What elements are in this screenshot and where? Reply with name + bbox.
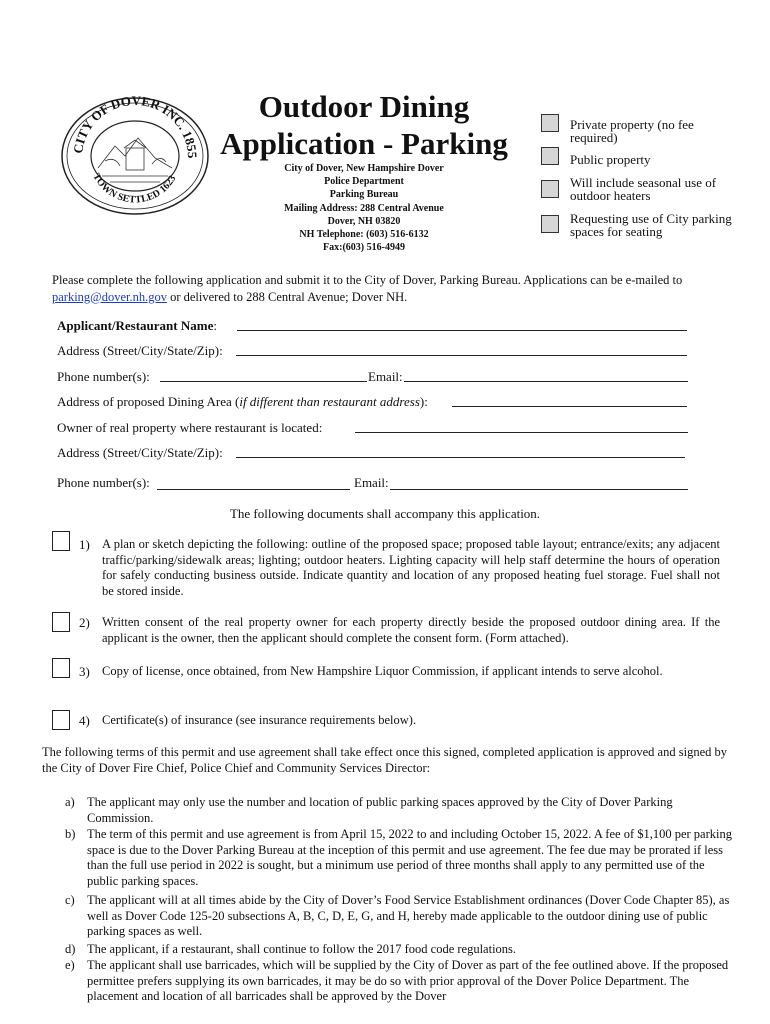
owner-phone-field[interactable] xyxy=(157,489,350,490)
document-2-text: Written consent of the real property owner for each property directly beside the proposed outdoor dining area. If the applicant is the owner, then the applicant should complete the consent form. (Form attached). xyxy=(102,615,720,645)
svg-text:CITY OF DOVER INC. 1855: CITY OF DOVER INC. 1855 xyxy=(70,96,201,159)
owner-label: Owner of real property where restaurant is located: xyxy=(57,420,323,435)
city-seal-graphic xyxy=(60,96,210,216)
private-property-checkbox[interactable] xyxy=(541,114,559,132)
dining-area-text: Address of proposed Dining Area ( xyxy=(57,394,240,409)
dining-area-note: if different than restaurant address xyxy=(239,394,420,409)
owner-address-label: Address (Street/City/State/Zip): xyxy=(57,445,223,460)
document-3-number: 3) xyxy=(79,664,90,679)
document-1-checkbox[interactable] xyxy=(52,531,70,551)
parking-spaces-checkbox[interactable] xyxy=(541,215,559,233)
applicant-name-field[interactable] xyxy=(237,330,687,331)
outdoor-heaters-checkbox[interactable] xyxy=(541,180,559,198)
term-a-text: The applicant may only use the number and location of public parking spaces approved by the City of Dover Parking Commission. xyxy=(87,795,673,825)
city-info-line: Fax:(603) 516-4949 xyxy=(323,242,405,254)
document-3-checkbox[interactable] xyxy=(52,658,70,678)
city-seal xyxy=(60,96,210,216)
document-2-number: 2) xyxy=(79,615,90,630)
term-b-letter: b) xyxy=(65,827,76,841)
terms-intro: The following terms of this permit and use agreement shall take effect once this signed, completed application is approved and signed by the City of Dover Fire Chief, Police Chief and Community Services Director: xyxy=(42,745,727,775)
outdoor-heaters-label: Will include seasonal use of outdoor heaters xyxy=(570,175,717,203)
term-d-text: The applicant, if a restaurant, shall continue to follow the 2017 food code regulations. xyxy=(87,942,517,956)
document-4-checkbox[interactable] xyxy=(52,710,70,730)
document-3-text: Copy of license, once obtained, from New Hampshire Liquor Commission, if applicant intends to serve alcohol. xyxy=(102,664,663,678)
document-4-number: 4) xyxy=(79,713,90,728)
phone-label: Phone number(s): xyxy=(57,369,150,384)
public-property-checkbox[interactable] xyxy=(541,147,559,165)
public-property-label: Public property xyxy=(570,152,651,167)
private-property-label: Private property (no fee required) xyxy=(570,117,694,145)
parking-spaces-label: Requesting use of City parking spaces for seating xyxy=(570,211,732,239)
dining-area-close: ): xyxy=(419,394,428,409)
term-e-letter: e) xyxy=(65,958,75,972)
page-title xyxy=(214,88,514,162)
owner-phone-label: Phone number(s): xyxy=(57,475,150,490)
owner-email-label: Email: xyxy=(354,475,389,490)
term-e-text: The applicant shall use barricades, which will be supplied by the City of Dover as part of the fee outlined above. If the proposed permittee prefers supplying its own barricades, it may be do so with prior approval of the Dover Police Department. The placement and location of all barricades shall be approved by the Dover xyxy=(87,958,729,1003)
city-info-line: NH Telephone: (603) 516-6132 xyxy=(299,229,429,241)
intro-paragraph xyxy=(52,272,732,305)
dining-area-field[interactable] xyxy=(452,406,687,407)
owner-field[interactable] xyxy=(355,432,688,433)
intro-text-end: or delivered to 288 Central Avenue; Dover NH. xyxy=(166,289,408,304)
documents-heading: The following documents shall accompany this application. xyxy=(229,506,541,521)
term-c-text: The applicant will at all times abide by the City of Dover’s Food Service Establishment ordinances (Dover Code Chapter 85), as well as Dover Code 125-20 subsections A, B, C, D, E, G, and H, hereby made applicable to the outdoor dining use of public parking spaces as well. xyxy=(87,893,730,938)
phone-field[interactable] xyxy=(160,381,367,382)
city-info-line: City of Dover, New Hampshire Dover xyxy=(284,163,444,174)
title-line-2: Application - Parking xyxy=(220,126,508,161)
applicant-name-label xyxy=(57,318,217,334)
applicant-name-label-text: Applicant/Restaurant Name xyxy=(57,318,214,333)
address-field[interactable] xyxy=(236,355,687,356)
svg-text:TOWN SETTLED 1623: TOWN SETTLED 1623 xyxy=(90,171,179,206)
city-info-line: Mailing Address: 288 Central Avenue xyxy=(284,202,444,214)
title-line-1: Outdoor Dining xyxy=(258,89,470,124)
applicant-colon: : xyxy=(213,318,217,333)
intro-text: Please complete the following application and submit it to the City of Dover, Parking Bureau. Applications can be e-mailed to xyxy=(52,273,683,287)
term-a-letter: a) xyxy=(65,795,75,809)
email-label: Email: xyxy=(368,369,403,384)
city-info-line: Parking Bureau xyxy=(329,189,399,201)
email-field[interactable] xyxy=(404,381,688,382)
document-4-text: Certificate(s) of insurance (see insurance requirements below). xyxy=(102,713,417,727)
document-1-text: A plan or sketch depicting the following: outline of the proposed space; proposed table layout; entrance/exits; any adjacent traffic/parking/sidewalk areas; lighting; outdoor heaters. Lighting capacity will help staff determine the hours of operation for safely conducting business outside. Indicate quantity and location of any proposed heating fuel storage. Fuel shall not be stored inside. xyxy=(102,537,720,598)
city-contact-info xyxy=(248,162,480,254)
document-1-number: 1) xyxy=(79,537,90,552)
term-c-letter: c) xyxy=(65,893,75,907)
city-info-line: Police Department xyxy=(324,176,404,188)
term-b-text: The term of this permit and use agreement is from April 15, 2022 to and including October 15, 2022. A fee of $1,100 per parking space is due to the Dover Parking Bureau at the inception of this permit and use agreement. The fee due may be prorated if less than the full use period in 2022 is sought, but a minimum use period of three months shall apply to any permitted use of the public parking spaces. xyxy=(87,827,732,888)
dining-area-label xyxy=(57,394,428,410)
owner-email-field[interactable] xyxy=(390,489,688,490)
email-link[interactable]: parking@dover.nh.gov xyxy=(52,289,167,304)
address-label: Address (Street/City/State/Zip): xyxy=(57,343,223,358)
city-info-line: Dover, NH 03820 xyxy=(327,215,401,227)
term-d-letter: d) xyxy=(65,942,76,956)
document-2-checkbox[interactable] xyxy=(52,612,70,632)
owner-address-field[interactable] xyxy=(236,457,685,458)
